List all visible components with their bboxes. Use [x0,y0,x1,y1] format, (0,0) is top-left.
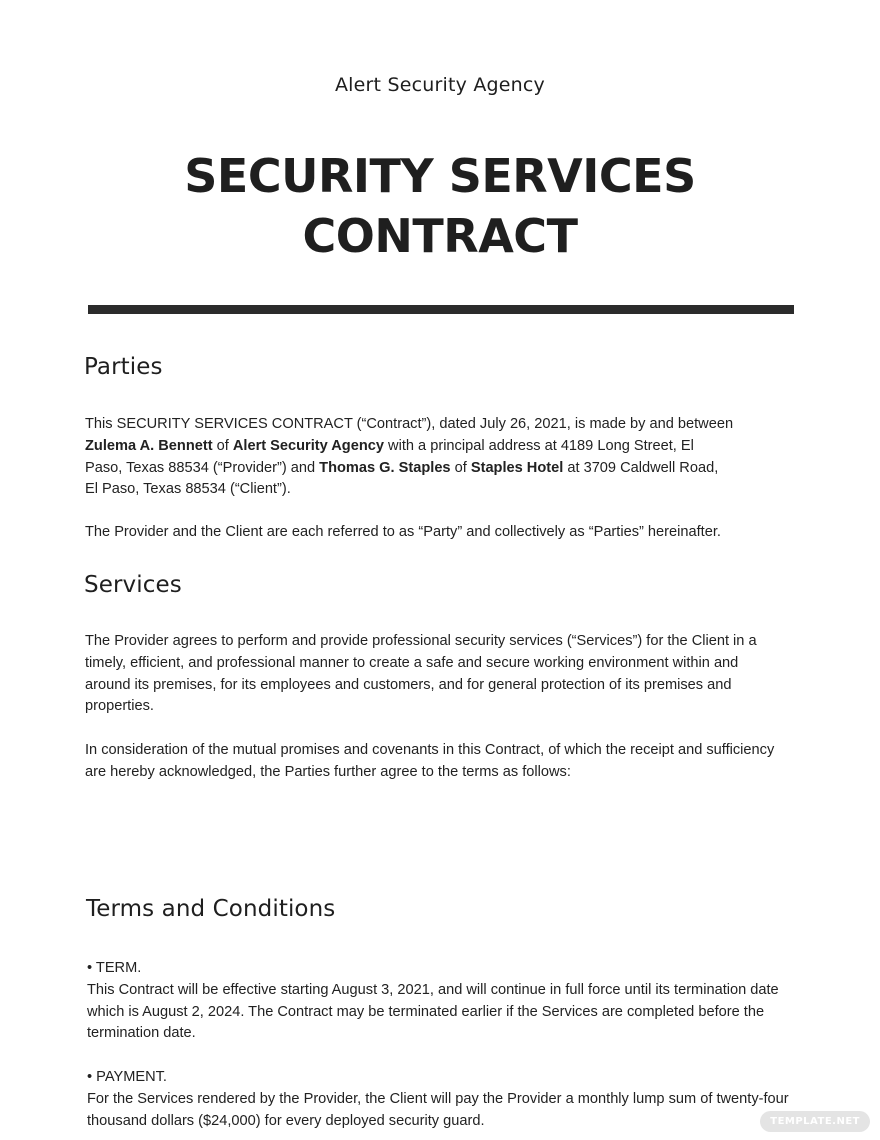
payment-clause [87,1067,805,1132]
client-company: Staples Hotel [470,459,564,476]
title-line-1: SECURITY SERVICES [184,149,696,203]
title-line-2: CONTRACT [302,209,578,263]
document-title [0,146,880,266]
client-name: Thomas G. Staples [319,459,451,476]
parties-paragraph-2: The Provider and the Client are each referred to as “Party” and collectively as “Parties” hereinafter. [85,524,721,540]
term-clause [87,958,805,1045]
title-divider [88,305,794,314]
payment-label: • PAYMENT. [87,1069,167,1085]
agency-name: Alert Security Agency [334,74,545,96]
provider-company: Alert Security Agency [232,437,384,454]
template-watermark: TEMPLATE.NET [760,1111,870,1132]
term-label: • TERM. [87,960,142,976]
parties-of-2: of [450,459,471,476]
parties-intro-text: This SECURITY SERVICES CONTRACT (“Contract”), dated July 26, 2021, is made by and between [85,416,734,432]
parties-paragraph-1 [85,414,735,501]
parties-of-1: of [212,437,233,454]
payment-text: For the Services rendered by the Provider, the Client will pay the Provider a monthly lump sum of twenty-four thousand dollars ($24,000) for every deployed security guard. [87,1090,789,1129]
services-paragraph-2: In consideration of the mutual promises and covenants in this Contract, of which the receipt and sufficiency are hereby acknowledged, the Parties further agree to the terms as follows: [85,742,775,780]
parties-provider-address: with a principal address at 4189 Long Street, El Paso, Texas 88534 (“Provider”) and [85,437,694,476]
term-text: This Contract will be effective starting August 3, 2021, and will continue in full force until its termination date which is August 2, 2024. The Contract may be terminated earlier if the Services are completed before the termination date. [87,981,779,1042]
services-paragraph-1: The Provider agrees to perform and provide professional security services (“Services”) for the Client in a timely, efficient, and professional manner to create a safe and secure working environment within and around its premises, for its employees and customers, and for general protection of its premises and properties. [85,633,757,715]
provider-name: Zulema A. Bennett [85,437,213,454]
parties-client-address: at 3709 Caldwell Road, El Paso, Texas 88534 (“Client”). [85,459,719,498]
heading-terms: Terms and Conditions [86,896,336,922]
heading-services: Services [84,572,182,598]
heading-parties: Parties [84,354,163,380]
